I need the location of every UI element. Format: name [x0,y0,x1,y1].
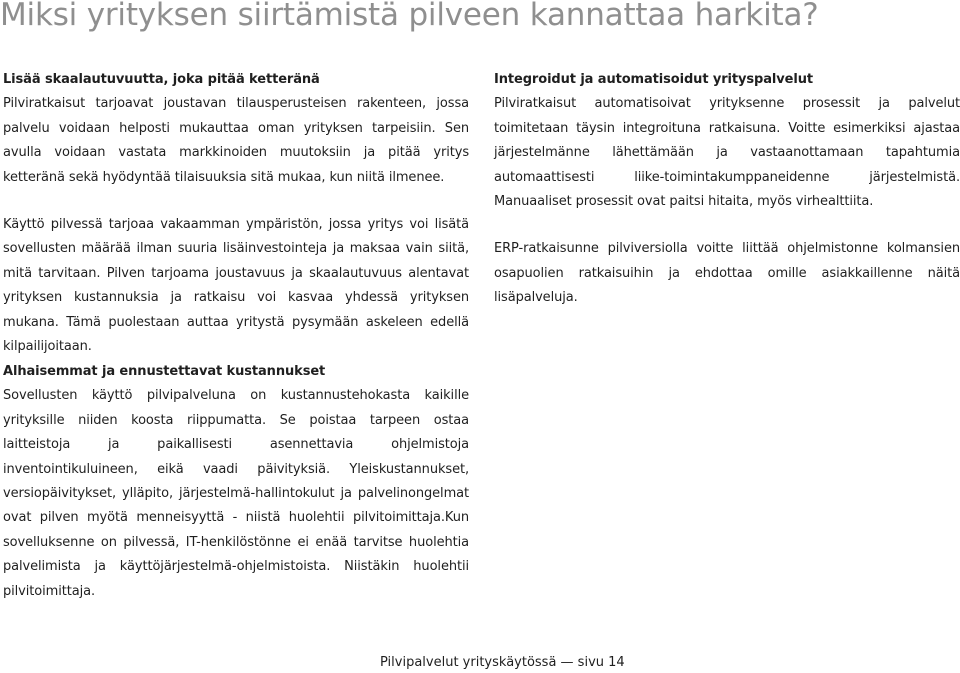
scalability-paragraph-1: Pilviratkaisut tarjoavat joustavan tilausperusteisen rakenteen, jossa palvelu voidaan helposti mukauttaa oman yrityksen tarpeisiin. Sen avulla voidaan vastata markkinoiden muutoksiin ja pitää yritys ketteränä sekä hyödyntää tilaisuuksia sitä mukaa, kun niitä ilmenee. [3,96,469,185]
page-footer: Pilvipalvelut yrityskäytössä — sivu 14 [380,655,625,670]
costs-paragraph-1: Sovellusten käyttö pilvipalveluna on kustannustehokasta kaikille yrityksille niiden koosta riippumatta. Se poistaa tarpeen ostaa laitteistoja ja paikallisesti asennettavia ohjelmistoja inventointikuluineen, eikä vaadi päivityksiä. Yleiskustannukset, versiopäivitykset, ylläpito, järjestelmä-hallintokulut ja palvelinongelmat ovat pilven myötä menneisyyttä - niistä huolehtii pilvitoimittaja.Kun sovelluksenne on pilvessä, IT-henkilöstönne ei enää tarvitse huolehtia palvelimista ja käyttöjärjestelmä-ohjelmistoista. Niistäkin huolehtii pilvitoimittaja. [3,388,469,599]
integration-paragraph-1: Pilviratkaisut automatisoivat yrityksenne prosessit ja palvelut toimitetaan täysin integroituna ratkaisuna. Voitte esimerkiksi ajastaa järjestelmänne lähettämään ja vastaanottamaan tapahtumia automaattisesti liike-toimintakumppaneidenne järjestelmistä. Manuaaliset prosessit ovat paitsi hitaita, myös virhealttiita. [494,96,960,210]
scalability-heading: Lisää skaalautuvuutta, joka pitää ketteränä [3,72,320,87]
scalability-paragraph-2: Käyttö pilvessä tarjoaa vakaamman ympäristön, jossa yritys voi lisätä sovellusten määrää ilman suuria lisäinvestointeja ja maksaa vain siitä, mitä tarvitaan. Pilven tarjoama joustavuus ja skaalautuvuus alentavat yrityksen kustannuksia ja ratkaisu voi kasvaa yhdessä yrityksen mukana. Tämä puolestaan auttaa yritystä pysymään askeleen edellä kilpailijoitaan. [3,217,469,355]
integration-paragraph-2: ERP-ratkaisunne pilviversiolla voitte liittää ohjelmistonne kolmansien osapuolien ratkaisuihin ja ehdottaa omille asiakkaillenne näitä lisäpalveluja. [494,241,960,306]
costs-section [3,360,469,604]
scalability-section [3,68,469,359]
integration-heading: Integroidut ja automatisoidut yrityspalvelut [494,72,813,87]
page-title: Miksi yrityksen siirtämistä pilveen kannattaa harkita? [0,0,819,33]
integration-section [494,68,960,311]
costs-heading: Alhaisemmat ja ennustettavat kustannukset [3,364,326,379]
